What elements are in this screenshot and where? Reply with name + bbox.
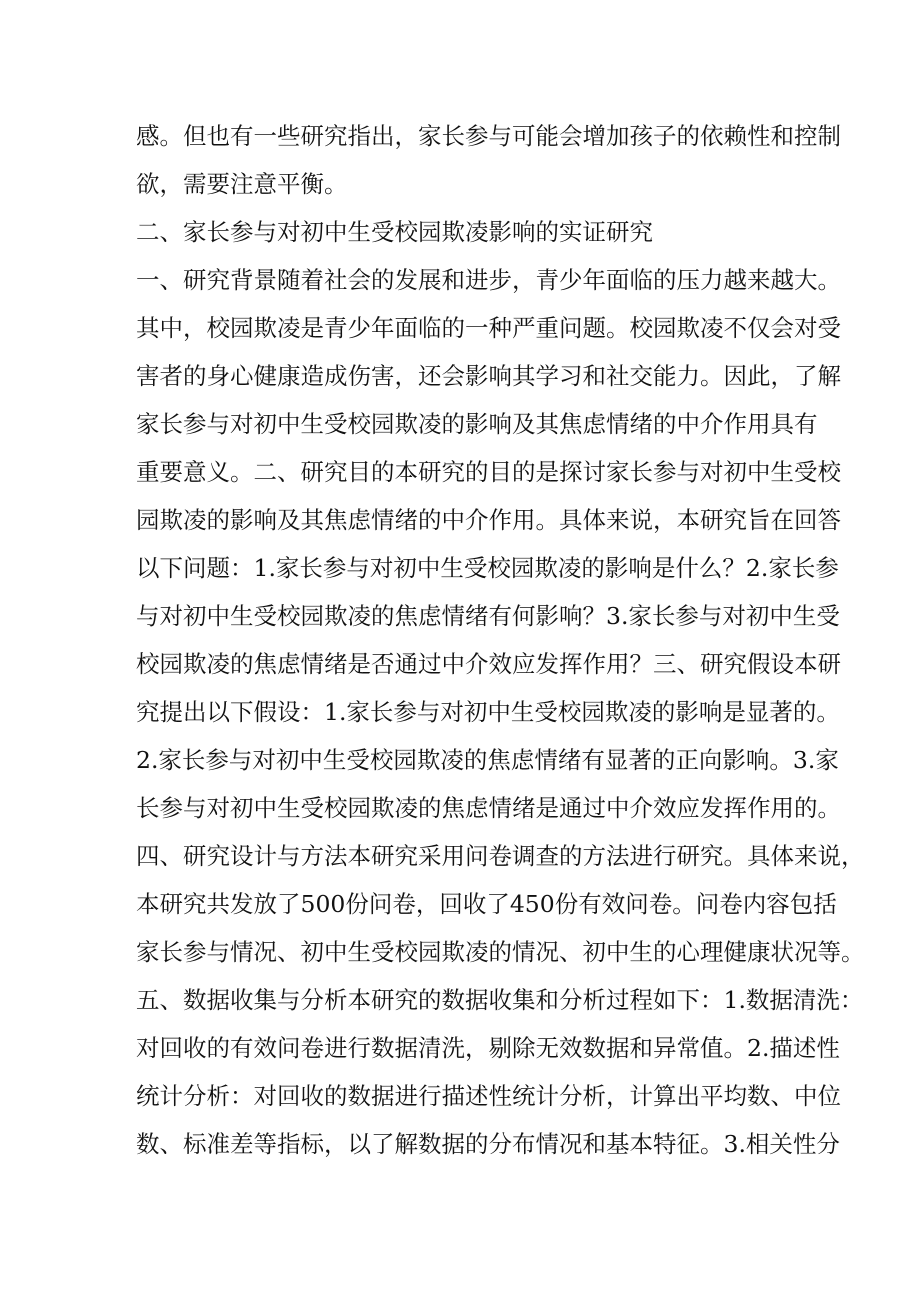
text-line: 2.家长参与对初中生受校园欺凌的焦虑情绪有显著的正向影响。3.家 bbox=[136, 746, 839, 774]
text-line: 长参与对初中生受校园欺凌的焦虑情绪是通过中介效应发挥作用的。 bbox=[136, 794, 841, 822]
text-line: 其中，校园欺凌是青少年面临的一种严重问题。校园欺凌不仅会对受 bbox=[136, 314, 841, 342]
text-line: 数、标准差等指标，以了解数据的分布情况和基本特征。3.相关性分 bbox=[136, 1130, 840, 1158]
section-heading: 二、家长参与对初中生受校园欺凌影响的实证研究 bbox=[136, 218, 653, 246]
text-line: 与对初中生受校园欺凌的焦虑情绪有何影响？3.家长参与对初中生受 bbox=[136, 602, 840, 630]
text-line: 害者的身心健康造成伤害，还会影响其学习和社交能力。因此，了解 bbox=[136, 362, 841, 390]
text-line: 究提出以下假设：1.家长参与对初中生受校园欺凌的影响是显著的。 bbox=[136, 698, 840, 726]
text-line: 以下问题：1.家长参与对初中生受校园欺凌的影响是什么？2.家长参 bbox=[136, 554, 839, 582]
text-line: 一、研究背景随着社会的发展和进步，青少年面临的压力越来越大。 bbox=[136, 266, 841, 294]
text-line: 统计分析：对回收的数据进行描述性统计分析，计算出平均数、中位 bbox=[136, 1082, 841, 1110]
text-line: 家长参与情况、初中生受校园欺凌的情况、初中生的心理健康状况等。 bbox=[136, 938, 865, 966]
text-line: 四、研究设计与方法本研究采用问卷调查的方法进行研究。具体来说， bbox=[136, 842, 865, 870]
text-line: 对回收的有效问卷进行数据清洗，剔除无效数据和异常值。2.描述性 bbox=[136, 1034, 840, 1062]
text-line: 园欺凌的影响及其焦虑情绪的中介作用。具体来说，本研究旨在回答 bbox=[136, 506, 841, 534]
text-line: 校园欺凌的焦虑情绪是否通过中介效应发挥作用？三、研究假设本研 bbox=[136, 650, 841, 678]
text-line: 家长参与对初中生受校园欺凌的影响及其焦虑情绪的中介作用具有 bbox=[136, 410, 818, 438]
text-line: 感。但也有一些研究指出，家长参与可能会增加孩子的依赖性和控制 bbox=[136, 122, 841, 150]
text-line: 重要意义。二、研究目的本研究的目的是探讨家长参与对初中生受校 bbox=[136, 458, 841, 486]
text-line: 五、数据收集与分析本研究的数据收集和分析过程如下：1.数据清洗： bbox=[136, 986, 864, 1014]
text-line: 欲，需要注意平衡。 bbox=[136, 170, 348, 198]
text-line: 本研究共发放了500份问卷，回收了450份有效问卷。问卷内容包括 bbox=[136, 890, 837, 918]
